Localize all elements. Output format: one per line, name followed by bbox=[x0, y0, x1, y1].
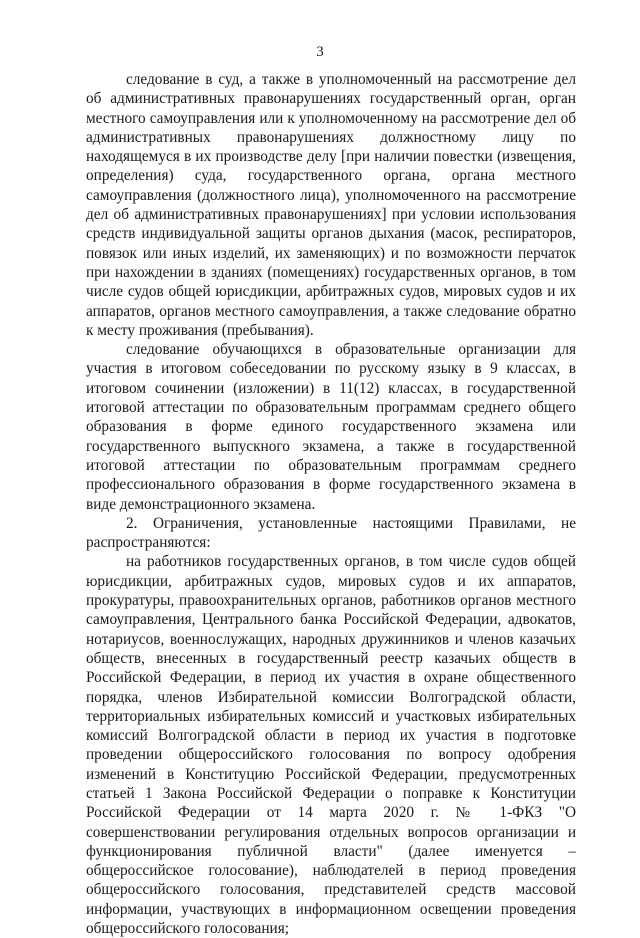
page-number: 3 bbox=[316, 44, 324, 60]
document-body bbox=[86, 70, 576, 938]
paragraph-restrictions-exemption: 2. Ограничения, установленные настоящими Правилами, не распространяются: bbox=[86, 514, 576, 552]
paragraph-exempt-workers: на работников государственных органов, в том числе судов общей юрисдикции, арбитражных судов, мировых судов и их аппаратов, прокуратуры, правоохранительных органов, работников органов местного самоуправления, Центрального банка Российской Федерации, адвокатов, нотариусов, военнослужащих, народных дружинников и членов казачьих обществ, внесенных в государственный реестр казачьих обществ в Российской Федерации, в период их участия в охране общественного порядка, членов Избирательной комиссии Волгоградской области, территориальных избирательных комиссий и участковых избирательных комиссий Волгоградской области в период их участия в подготовке проведении общероссийского голосования по вопросу одобрения изменений в Конституцию Российской Федерации, предусмотренных статьей 1 Закона Российской Федерации о поправке к Конституции Российской Федерации от 14 марта 2020 г. № 1-ФКЗ "О совершенствовании регулирования отдельных вопросов организации и функционирования публичной власти" (далее именуется – общероссийское голосование), наблюдателей в период проведения общероссийского голосования, представителей средств массовой информации, участвующих в информационном освещении проведения общероссийского голосования; bbox=[86, 553, 576, 938]
paragraph-court-travel: следование в суд, а также в уполномоченный на рассмотрение дел об административных правонарушениях государственный орган, орган местного самоуправления или к уполномоченному на рассмотрение дел об административных правонарушениях должностному лицу по находящемуся в их производстве делу [при наличии повестки (извещения, определения) суда, государственного органа, органа местного самоуправления (должностного лица), уполномоченного на рассмотрение дел об административных правонарушениях] при условии использования средств индивидуальной защиты органов дыхания (масок, респираторов, повязок или иных изделий, их заменяющих) и по возможности перчаток при нахождении в зданиях (помещениях) государственных органов, в том числе судов общей юрисдикции, арбитражных судов, мировых судов и их аппаратов, органов местного самоуправления, а также следование обратно к месту проживания (пребывания). bbox=[86, 71, 576, 339]
paragraph-students-travel: следование обучающихся в образовательные организации для участия в итоговом собеседовании по русскому языку в 9 классах, в итоговом сочинении (изложении) в 11(12) классах, в государственной итоговой аттестации по образовательным программам среднего общего образования в форме единого государственного экзамена или государственного выпускного экзамена, а также в государственной итоговой аттестации по образовательным программам среднего профессионального образования в форме государственного экзамена в виде демонстрационного экзамена. bbox=[86, 341, 576, 513]
